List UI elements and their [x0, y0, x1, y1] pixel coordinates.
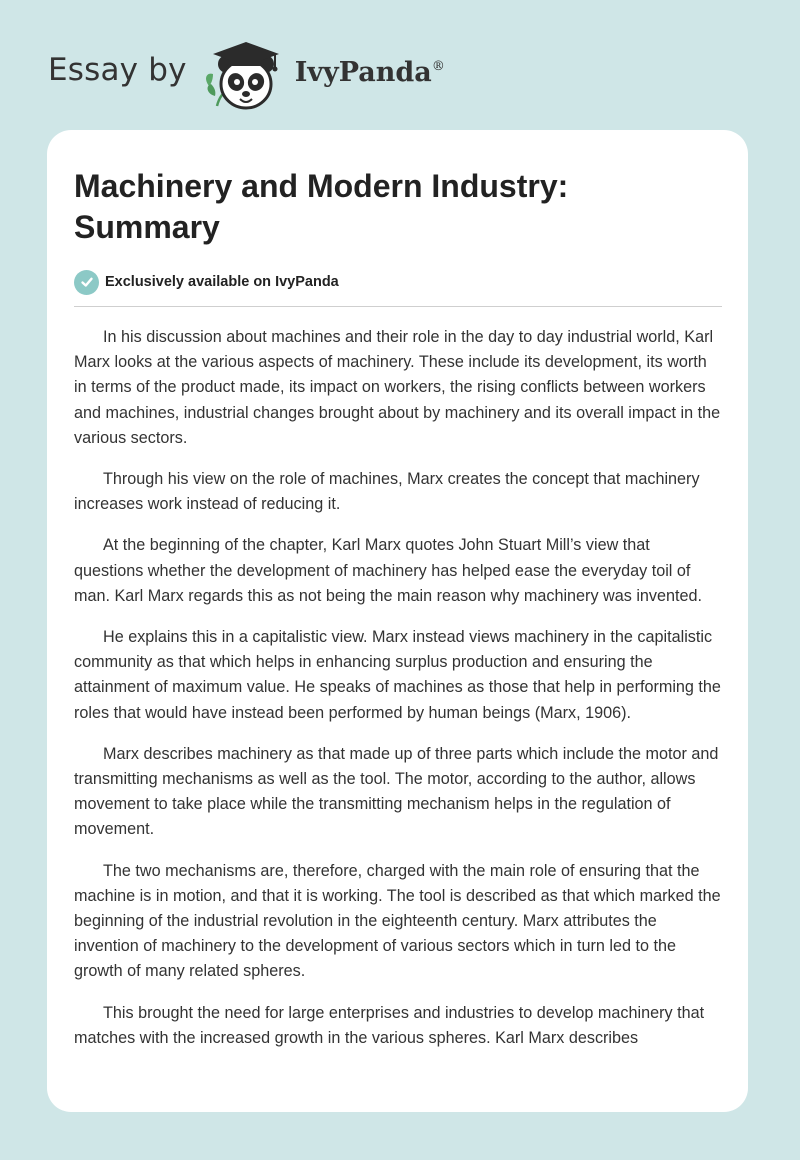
registered-mark: ® — [431, 58, 445, 74]
brand-name — [295, 57, 445, 88]
paragraph-2: Through his view on the role of machines, Marx creates the concept that machinery increases work instead of reducing it. — [74, 470, 700, 514]
exclusive-badge — [74, 268, 722, 296]
article-body — [74, 325, 722, 1051]
site-logo[interactable] — [48, 34, 445, 114]
paragraph-4: He explains this in a capitalistic view. Marx instead views machinery in the capitalistic community as that which helps in enhancing surplus production and ensuring the attainment of maximum value. He speaks of machines as those that help in performing the roles that would have instead been performed by human beings (Marx, 1906). — [74, 628, 721, 722]
paragraph-5: Marx describes machinery as that made up of three parts which include the motor and transmitting mechanisms as well as the tool. The motor, according to the author, allows movement to take place while the transmitting mechanism helps in the regulation of movement. — [74, 744, 719, 839]
check-circle-icon — [74, 270, 99, 295]
brand-prefix: Essay by — [48, 52, 187, 88]
brand-name-text: IvyPanda — [294, 56, 432, 88]
paragraph-1: In his discussion about machines and their role in the day to day industrial world, Karl Marx looks at the various aspects of machinery. These include its development, its worth in terms of the product made, its impact on workers, the rising conflicts between workers and machines, industrial changes brought about by machinery and its overall impact in the various sectors. — [74, 328, 721, 447]
paragraph-6: The two mechanisms are, therefore, charged with the main role of ensuring that the machine is in motion, and that it is working. The tool is described as that which marked the beginning of the industrial revolution in the eighteenth century. Marx attributes the invention of machinery to the development of various sectors which in turn led to the growth of many related spheres. — [74, 861, 721, 981]
article-card — [47, 130, 748, 1112]
divider — [74, 306, 722, 307]
badge-text: Exclusively available on IvyPanda — [105, 274, 339, 290]
paragraph-7: This brought the need for large enterprises and industries to develop machinery that matches with the increased growth in the various spheres. Karl Marx describes — [74, 1003, 705, 1047]
paragraph-3: At the beginning of the chapter, Karl Marx quotes John Stuart Mill’s view that questions whether the development of machinery has helped ease the everyday toil of man. Karl Marx regards this as not being the main reason why machinery was invented. — [74, 536, 703, 605]
panda-mascot-icon — [201, 34, 287, 114]
article-title: Machinery and Modern Industry: Summary — [74, 168, 569, 245]
